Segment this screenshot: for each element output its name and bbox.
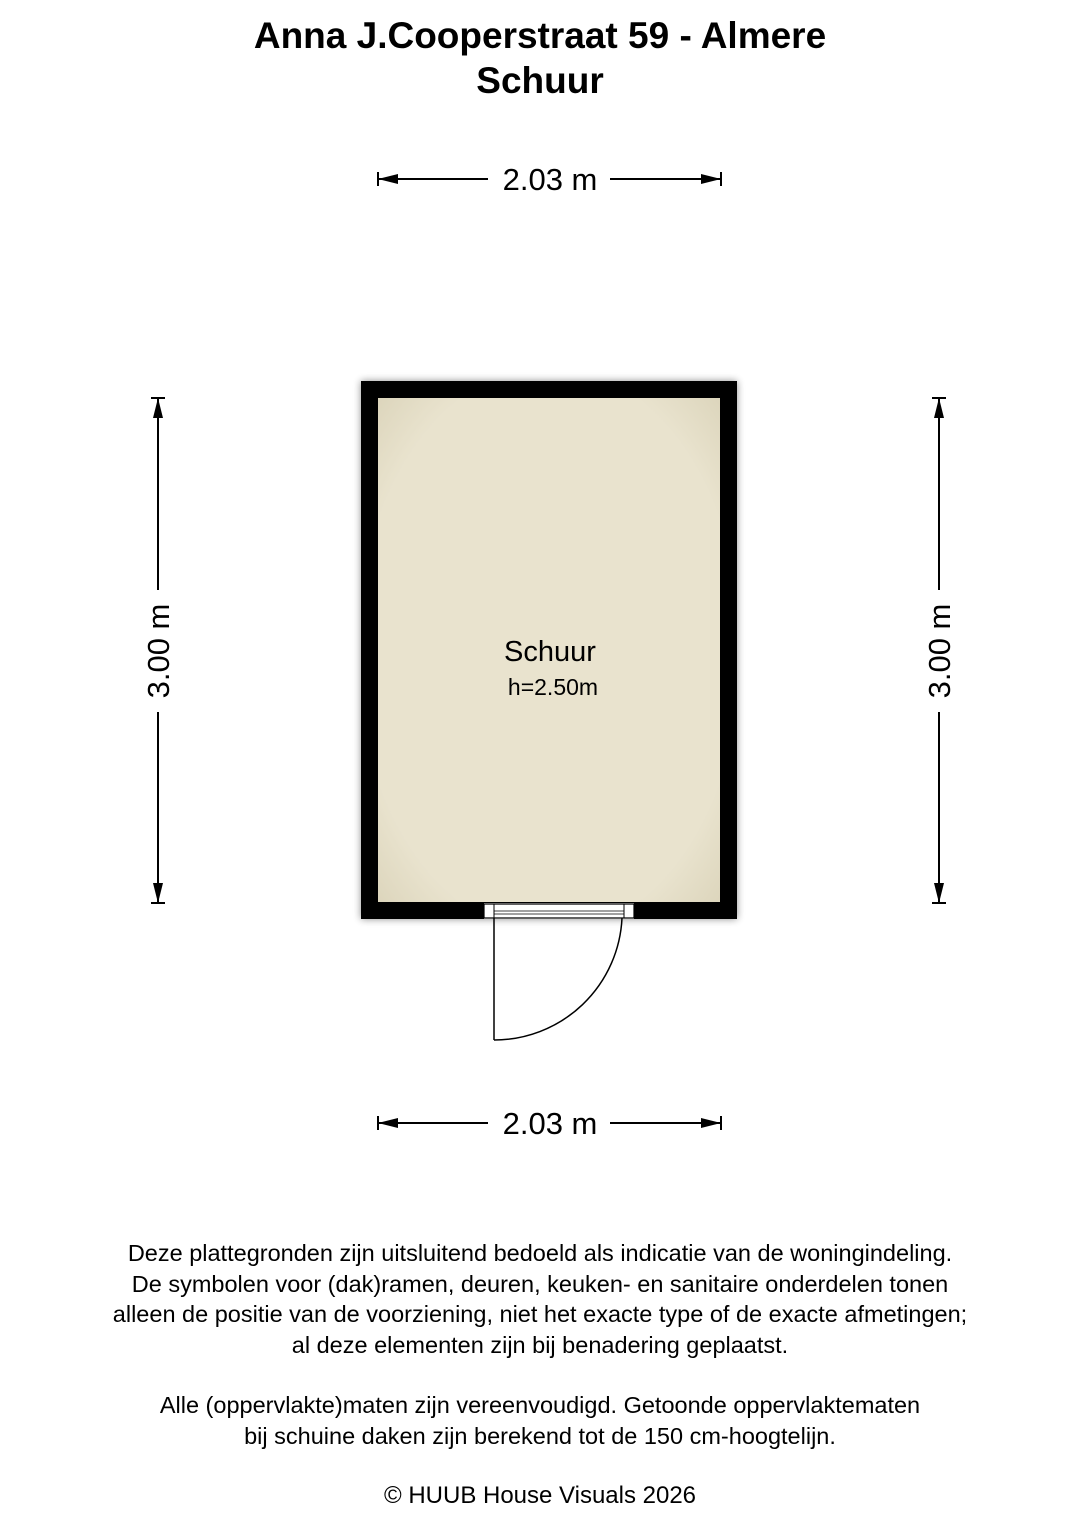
door-swing-arc <box>494 918 622 1040</box>
left-dimension-label: 3.00 m <box>141 603 176 699</box>
room-height: h=2.50m <box>507 674 599 700</box>
disclaimer-paragraph-2 <box>0 1390 1080 1451</box>
floor-title: Schuur <box>476 60 604 101</box>
right-dimension-label: 3.00 m <box>922 603 957 699</box>
disclaimer-line: bij schuine daken zijn berekend tot de 150 cm-hoogtelijn. <box>244 1422 836 1449</box>
right-dimension <box>922 398 957 903</box>
left-dimension <box>141 398 176 903</box>
top-dimension <box>378 162 721 197</box>
top-dimension-label: 2.03 m <box>502 162 598 197</box>
room-name: Schuur <box>504 636 596 668</box>
address-title: Anna J.Cooperstraat 59 - Almere <box>253 15 827 56</box>
disclaimer-line: Alle (oppervlakte)maten zijn vereenvoudigd. Getoonde oppervlaktematen <box>159 1392 921 1418</box>
door <box>484 903 634 1040</box>
disclaimer-line: al deze elementen zijn bij benadering geplaatst. <box>291 1331 789 1358</box>
disclaimer-line: De symbolen voor (dak)ramen, deuren, keuken- en sanitaire onderdelen tonen <box>131 1270 949 1297</box>
disclaimer-paragraph-1 <box>0 1238 1080 1360</box>
bottom-dimension <box>378 1106 721 1141</box>
copyright: © HUUB House Visuals 2026 <box>383 1482 697 1509</box>
disclaimer-line: Deze plattegronden zijn uitsluitend bedoeld als indicatie van de woningindeling. <box>127 1240 953 1266</box>
disclaimer-line: alleen de positie van de voorziening, niet het exacte type of de exacte afmetingen; <box>112 1301 968 1327</box>
bottom-dimension-label: 2.03 m <box>502 1106 598 1141</box>
